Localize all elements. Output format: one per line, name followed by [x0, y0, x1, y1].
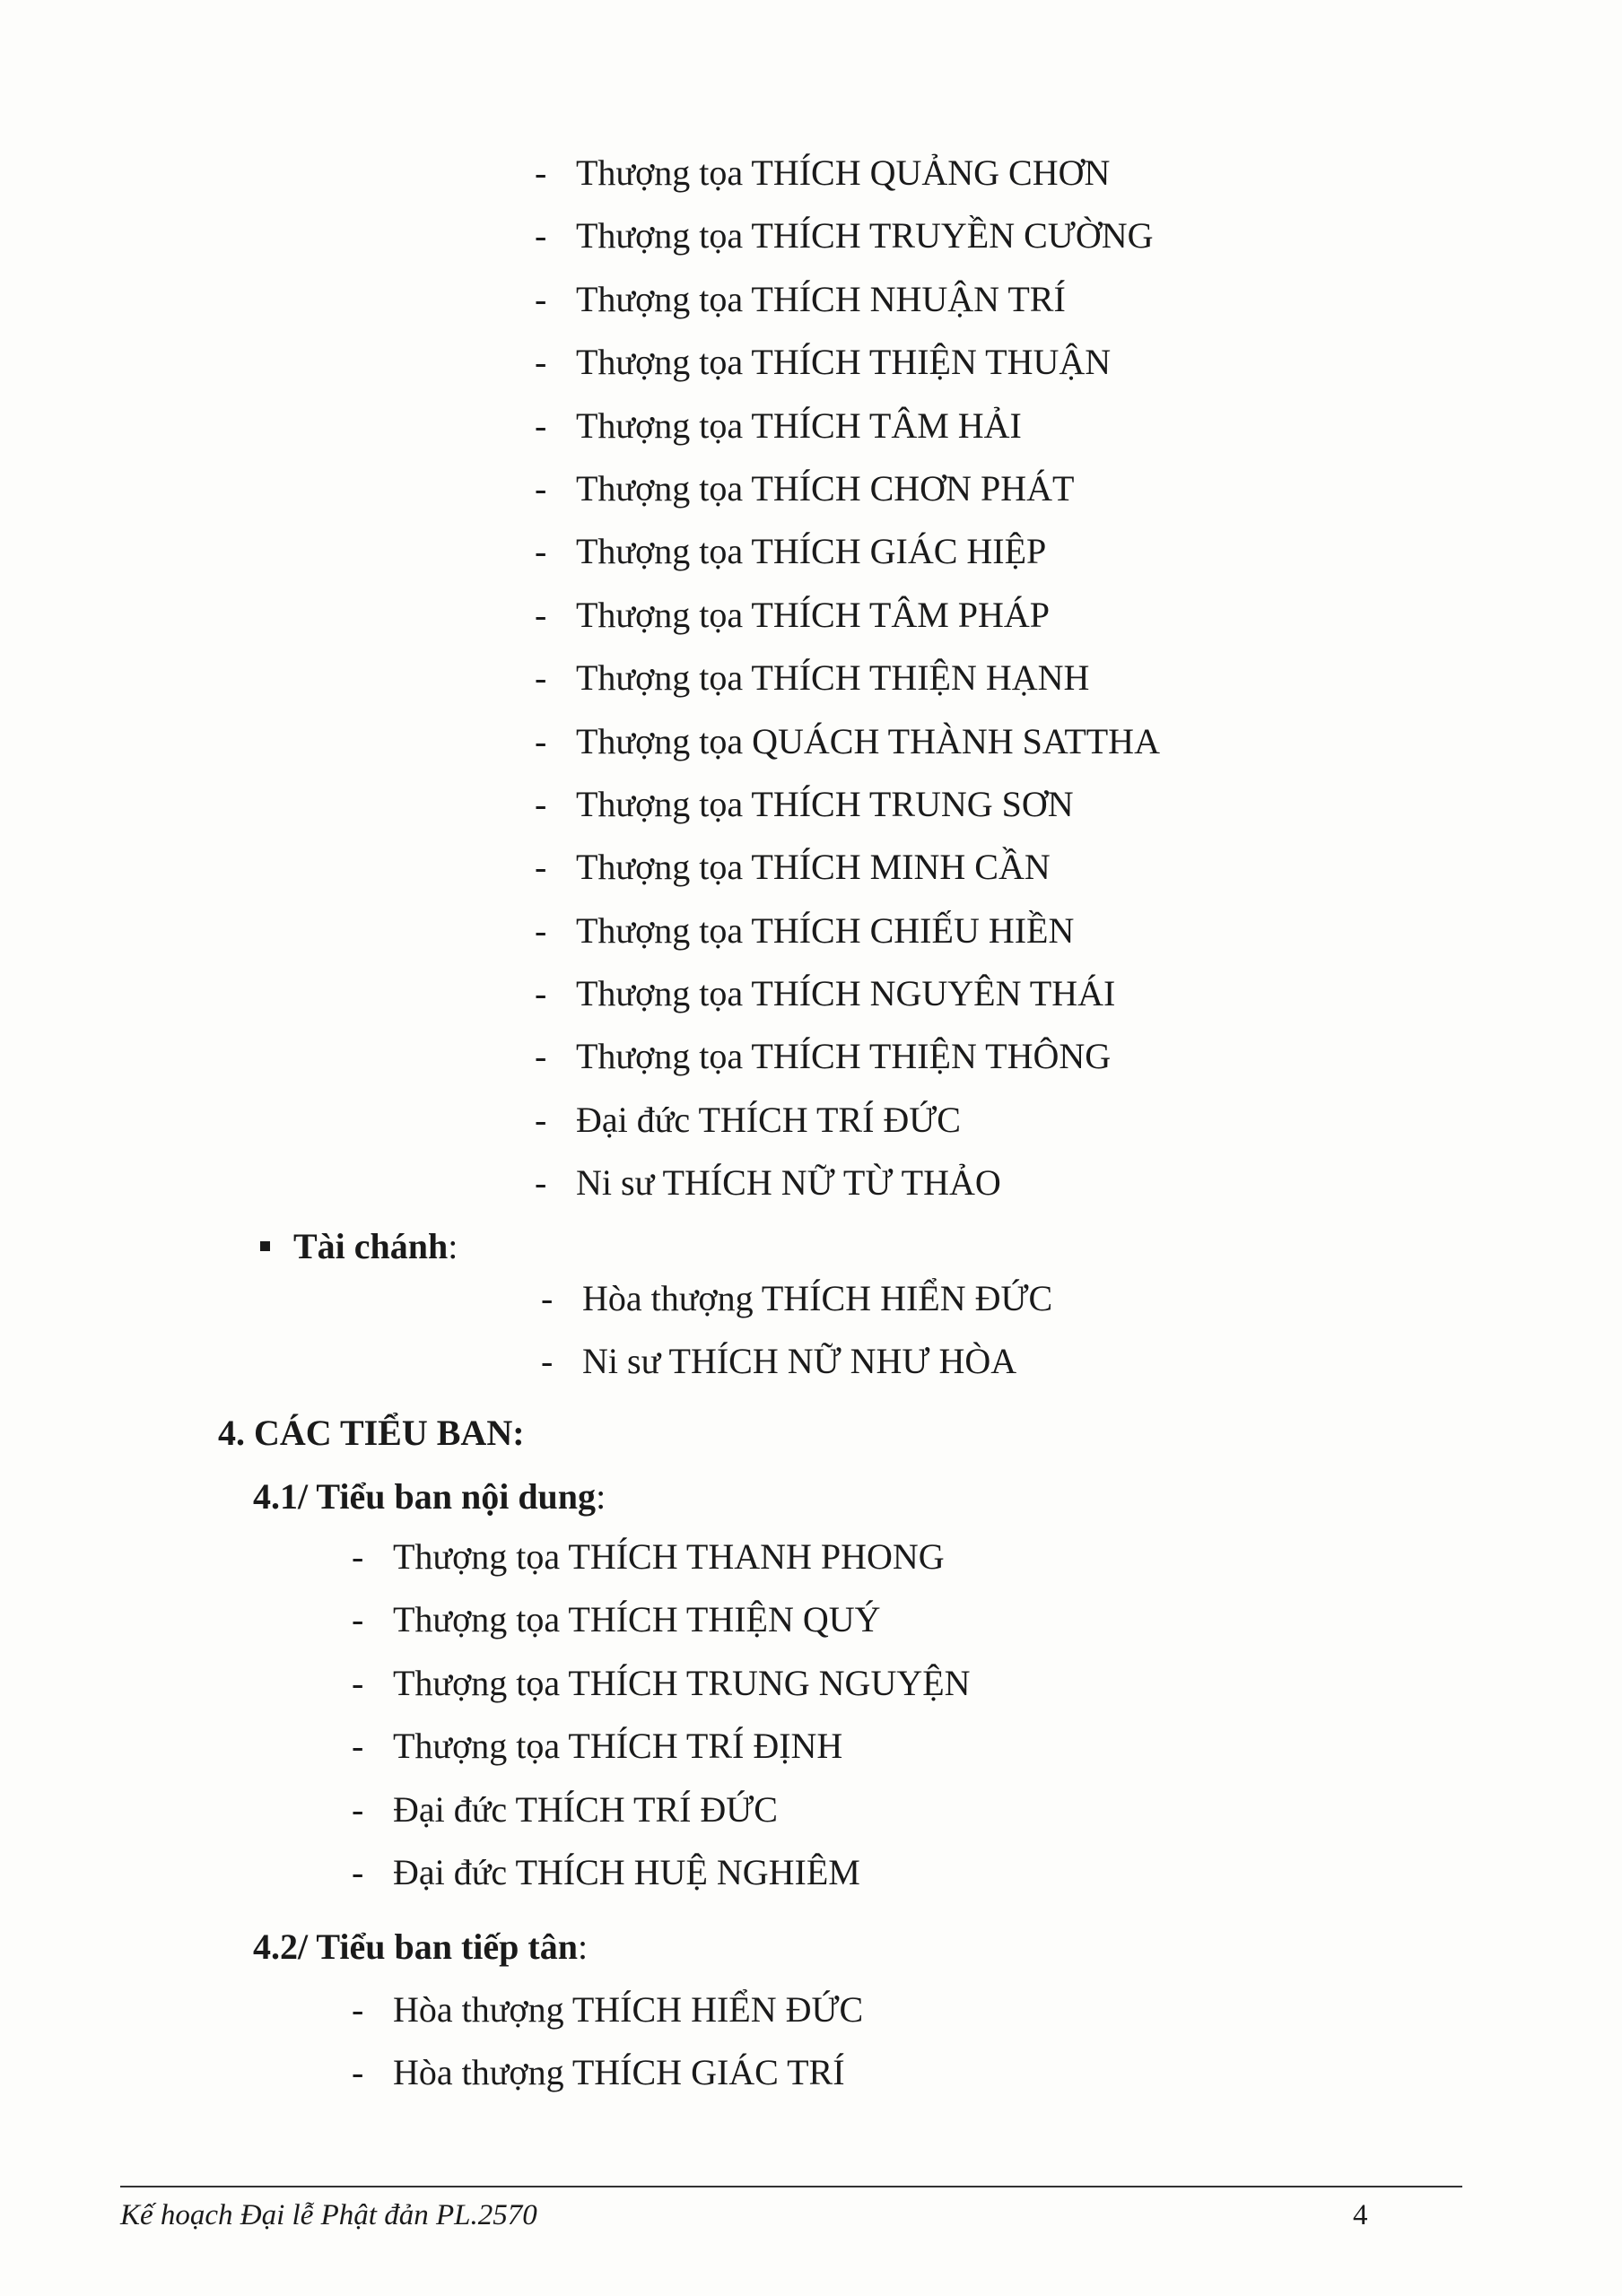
sections-heading: 4. CÁC TIỂU BAN:	[218, 1413, 525, 1453]
member-name: Thượng tọa QUÁCH THÀNH SATTHA	[576, 720, 1160, 761]
dash-bullet-icon: -	[535, 657, 547, 699]
dash-bullet-icon: -	[352, 1726, 364, 1767]
dash-bullet-icon: -	[535, 215, 547, 257]
member-name: Thượng tọa THÍCH THANH PHONG	[393, 1536, 945, 1577]
member-name: Thượng tọa THÍCH NHUẬN TRÍ	[576, 278, 1066, 319]
member-name: Thượng tọa THÍCH MINH CẦN	[576, 847, 1051, 888]
member-name: Đại đức THÍCH TRÍ ĐỨC	[393, 1788, 778, 1830]
footer-divider	[120, 2186, 1462, 2187]
dash-bullet-icon: -	[535, 531, 547, 572]
dash-bullet-icon: -	[352, 2052, 364, 2093]
member-name: Thượng tọa THÍCH GIÁC HIỆP	[576, 531, 1047, 572]
dash-bullet-icon: -	[352, 1788, 364, 1830]
dash-bullet-icon: -	[535, 404, 547, 446]
dash-bullet-icon: -	[535, 783, 547, 824]
dash-bullet-icon: -	[535, 847, 547, 888]
dash-bullet-icon: -	[352, 1599, 364, 1640]
member-name: Thượng tọa THÍCH THIỆN THUẬN	[576, 342, 1112, 383]
member-name: Hòa thượng THÍCH HIỂN ĐỨC	[393, 1989, 864, 2030]
dash-bullet-icon: -	[535, 720, 547, 761]
dash-bullet-icon: -	[352, 1662, 364, 1703]
member-name: Hòa thượng THÍCH HIỂN ĐỨC	[582, 1278, 1053, 1318]
member-name: Thượng tọa THÍCH THIỆN QUÝ	[393, 1599, 881, 1640]
dash-bullet-icon: -	[535, 467, 547, 509]
member-name: Thượng tọa THÍCH TRUYỀN CƯỜNG	[576, 215, 1154, 257]
dash-bullet-icon: -	[535, 1036, 547, 1077]
member-name: Thượng tọa THÍCH THIỆN HẠNH	[576, 657, 1090, 699]
member-name: Thượng tọa THÍCH TÂM PHÁP	[576, 594, 1051, 635]
member-name: Thượng tọa THÍCH TÂM HẢI	[576, 404, 1022, 446]
square-bullet-icon	[260, 1241, 270, 1251]
dash-bullet-icon: -	[352, 1989, 364, 2030]
member-name: Hòa thượng THÍCH GIÁC TRÍ	[393, 2052, 845, 2093]
dash-bullet-icon: -	[535, 278, 547, 319]
dash-bullet-icon: -	[535, 909, 547, 951]
member-name: Thượng tọa THÍCH CHƠN PHÁT	[576, 467, 1075, 509]
dash-bullet-icon: -	[535, 594, 547, 635]
dash-bullet-icon: -	[535, 342, 547, 383]
member-name: Đại đức THÍCH TRÍ ĐỨC	[576, 1099, 961, 1140]
member-name: Thượng tọa THÍCH QUẢNG CHƠN	[576, 152, 1111, 193]
dash-bullet-icon: -	[352, 1851, 364, 1892]
dash-bullet-icon: -	[535, 1162, 547, 1204]
finance-heading: Tài chánh:	[260, 1222, 458, 1272]
dash-bullet-icon: -	[352, 1536, 364, 1577]
dash-bullet-icon: -	[541, 1341, 554, 1382]
member-name: Thượng tọa THÍCH TRUNG NGUYỆN	[393, 1662, 971, 1703]
member-name: Ni sư THÍCH NỮ TỪ THẢO	[576, 1162, 1001, 1204]
content-subcommittee-heading: 4.1/ Tiểu ban nội dung:	[253, 1476, 606, 1517]
member-name: Thượng tọa THÍCH CHIẾU HIỀN	[576, 909, 1075, 951]
member-name: Ni sư THÍCH NỮ NHƯ HÒA	[582, 1341, 1017, 1382]
reception-subcommittee-heading: 4.2/ Tiểu ban tiếp tân:	[253, 1926, 589, 1967]
dash-bullet-icon: -	[541, 1278, 554, 1318]
member-name: Thượng tọa THÍCH NGUYÊN THÁI	[576, 973, 1116, 1014]
dash-bullet-icon: -	[535, 152, 547, 193]
member-name: Thượng tọa THÍCH TRÍ ĐỊNH	[393, 1726, 843, 1767]
dash-bullet-icon: -	[535, 1099, 547, 1140]
page-number: 4	[1353, 2199, 1368, 2231]
member-name: Thượng tọa THÍCH TRUNG SƠN	[576, 783, 1074, 824]
member-name: Thượng tọa THÍCH THIỆN THÔNG	[576, 1036, 1112, 1077]
footer-title: Kế hoạch Đại lễ Phật đản PL.2570	[120, 2199, 537, 2231]
dash-bullet-icon: -	[535, 973, 547, 1014]
member-name: Đại đức THÍCH HUỆ NGHIÊM	[393, 1851, 860, 1892]
